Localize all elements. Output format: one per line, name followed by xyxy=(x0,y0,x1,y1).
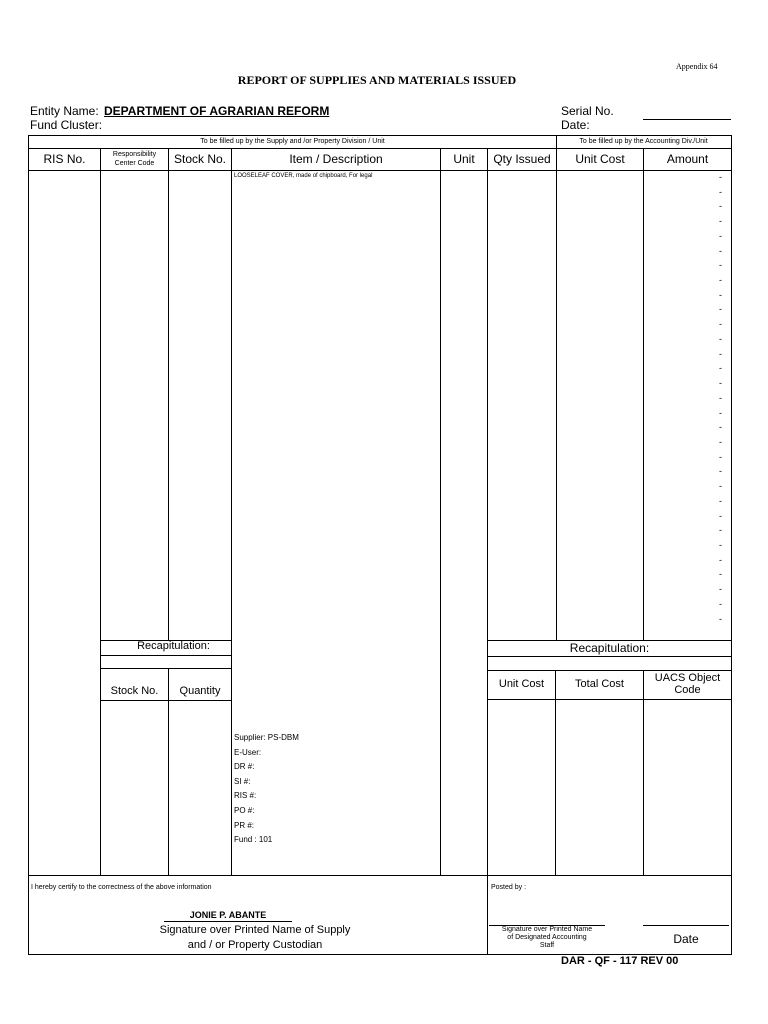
si-line: SI #: xyxy=(234,776,251,786)
fund-cluster-label: Fund Cluster: xyxy=(30,118,103,132)
supplier-line: Supplier: PS-DBM xyxy=(234,733,299,742)
col-unit: Unit xyxy=(453,152,475,166)
amount-cell: - xyxy=(719,554,722,565)
amount-cell: - xyxy=(719,598,722,609)
entity-name-label: Entity Name: xyxy=(30,104,99,118)
recap-left-line-2 xyxy=(100,655,231,656)
amount-cell: - xyxy=(719,260,722,271)
form-title: REPORT OF SUPPLIES AND MATERIALS ISSUED xyxy=(237,73,517,87)
amount-cell: - xyxy=(719,495,722,506)
amount-cell: - xyxy=(719,392,722,403)
euser-line: E-User: xyxy=(234,747,262,757)
custodian-signature-line xyxy=(164,921,292,922)
accounting-sig-line2: of Designated Accounting xyxy=(507,934,587,941)
col-line-6 xyxy=(556,148,557,640)
amount-cell: - xyxy=(719,216,722,227)
fund-line: Fund : 101 xyxy=(234,835,273,845)
amount-cell: - xyxy=(719,525,722,536)
recap-right-line-3 xyxy=(487,670,731,671)
col-line-3 xyxy=(231,148,232,640)
col-line-4 xyxy=(440,148,441,875)
custodian-name: JONIE P. ABANTE xyxy=(189,910,267,920)
date-signature-label: Date xyxy=(673,932,699,946)
col-qty-issued: Qty Issued xyxy=(493,152,551,166)
amount-cell: - xyxy=(719,466,722,477)
recap-col-total-cost: Total Cost xyxy=(575,678,624,690)
certify-text: I hereby certify to the correctness of the above information xyxy=(31,884,212,891)
table-top-border xyxy=(28,135,732,136)
recap-left-header-line xyxy=(100,700,231,701)
amount-cell: - xyxy=(719,245,722,256)
amount-cell: - xyxy=(719,613,722,624)
recap-right-label: Recapitulation: xyxy=(569,641,650,655)
col-resp-center-line2: Center Code xyxy=(114,160,155,167)
amount-cell: - xyxy=(719,510,722,521)
col-line-5 xyxy=(487,148,488,875)
section-header-divider xyxy=(28,148,732,149)
accounting-sig-line3: Staff xyxy=(539,942,555,949)
serial-no-field-line[interactable] xyxy=(643,119,731,120)
col-resp-center-code xyxy=(101,150,168,168)
signature-section-top-line xyxy=(28,875,732,876)
accounting-sig-line1: Signature over Printed Name xyxy=(501,926,593,933)
supply-section-header: To be filled up by the Supply and /or Property Division / Unit xyxy=(200,138,385,145)
recap-right-col-b xyxy=(643,670,644,875)
table-row-item[interactable]: LOOSELEAF COVER, made of chipboard, For legal xyxy=(234,173,373,179)
supplier-info-block xyxy=(234,731,299,848)
table-left-border xyxy=(28,135,29,954)
amount-cell: - xyxy=(719,172,722,182)
recap-col-uacs xyxy=(644,672,731,696)
amount-cell: - xyxy=(719,304,722,315)
amount-cell: - xyxy=(719,230,722,241)
date-signature-line xyxy=(643,925,729,926)
recap-left-label: Recapitulation: xyxy=(137,640,210,652)
amount-cell: - xyxy=(719,584,722,595)
amount-cell: - xyxy=(719,407,722,418)
serial-no-label: Serial No. xyxy=(561,104,614,118)
amount-cell: - xyxy=(719,348,722,359)
amount-cell: - xyxy=(719,333,722,344)
appendix-label: Appendix 64 xyxy=(676,62,718,71)
col-line-2 xyxy=(168,148,169,640)
recap-right-col-a xyxy=(555,670,556,875)
recap-left-col-c xyxy=(231,668,232,875)
custodian-caption-2: and / or Property Custodian xyxy=(187,939,323,951)
amount-cell: - xyxy=(719,422,722,433)
recap-col-uacs-line1: UACS Object xyxy=(654,672,721,684)
recap-col-unit-cost: Unit Cost xyxy=(498,678,545,690)
column-header-divider xyxy=(28,170,732,171)
recap-right-line-2 xyxy=(487,656,731,657)
accounting-signature-caption xyxy=(489,926,605,950)
recap-col-uacs-line2: Code xyxy=(674,684,701,696)
col-ris-no: RIS No. xyxy=(43,152,86,166)
amount-cell: - xyxy=(719,186,722,197)
section-header-separator xyxy=(556,135,557,148)
recap-col-stock-no: Stock No. xyxy=(110,685,159,697)
amount-cell: - xyxy=(719,378,722,389)
col-line-1 xyxy=(100,148,101,640)
amount-cell: - xyxy=(719,481,722,492)
po-line: PO #: xyxy=(234,805,255,815)
recap-right-header-line xyxy=(487,699,731,700)
col-amount: Amount xyxy=(666,152,709,166)
amount-cell: - xyxy=(719,363,722,374)
custodian-caption-1: Signature over Printed Name of Supply xyxy=(159,924,351,936)
date-label: Date: xyxy=(561,118,590,132)
accounting-section-header: To be filled up by the Accounting Div./Unit xyxy=(579,138,708,145)
amount-cell: - xyxy=(719,201,722,212)
col-stock-no: Stock No. xyxy=(173,152,227,166)
form-code: DAR - QF - 117 REV 00 xyxy=(561,955,679,967)
amount-cell: - xyxy=(719,289,722,300)
amount-cell: - xyxy=(719,275,722,286)
amount-cell: - xyxy=(719,540,722,550)
dr-line: DR #: xyxy=(234,762,255,772)
entity-name-value: DEPARTMENT OF AGRARIAN REFORM xyxy=(104,104,330,118)
amount-cell: - xyxy=(719,569,722,580)
amount-cell: - xyxy=(719,451,722,462)
amount-cell: - xyxy=(719,319,722,330)
signature-section-divider xyxy=(487,875,488,954)
recap-left-box-left xyxy=(100,640,101,668)
recap-col-quantity: Quantity xyxy=(179,685,221,697)
amount-cell: - xyxy=(719,436,722,447)
recap-left-box-right xyxy=(231,640,232,668)
col-unit-cost: Unit Cost xyxy=(575,152,625,166)
col-line-7 xyxy=(643,148,644,640)
ris-line: RIS #: xyxy=(234,791,257,801)
pr-line: PR #: xyxy=(234,820,255,830)
col-resp-center-line1: Responsibility xyxy=(112,151,157,158)
table-right-border xyxy=(731,135,732,954)
col-item-description: Item / Description xyxy=(289,152,383,166)
posted-by-label: Posted by : xyxy=(491,884,527,891)
recap-left-line-3 xyxy=(100,668,231,669)
